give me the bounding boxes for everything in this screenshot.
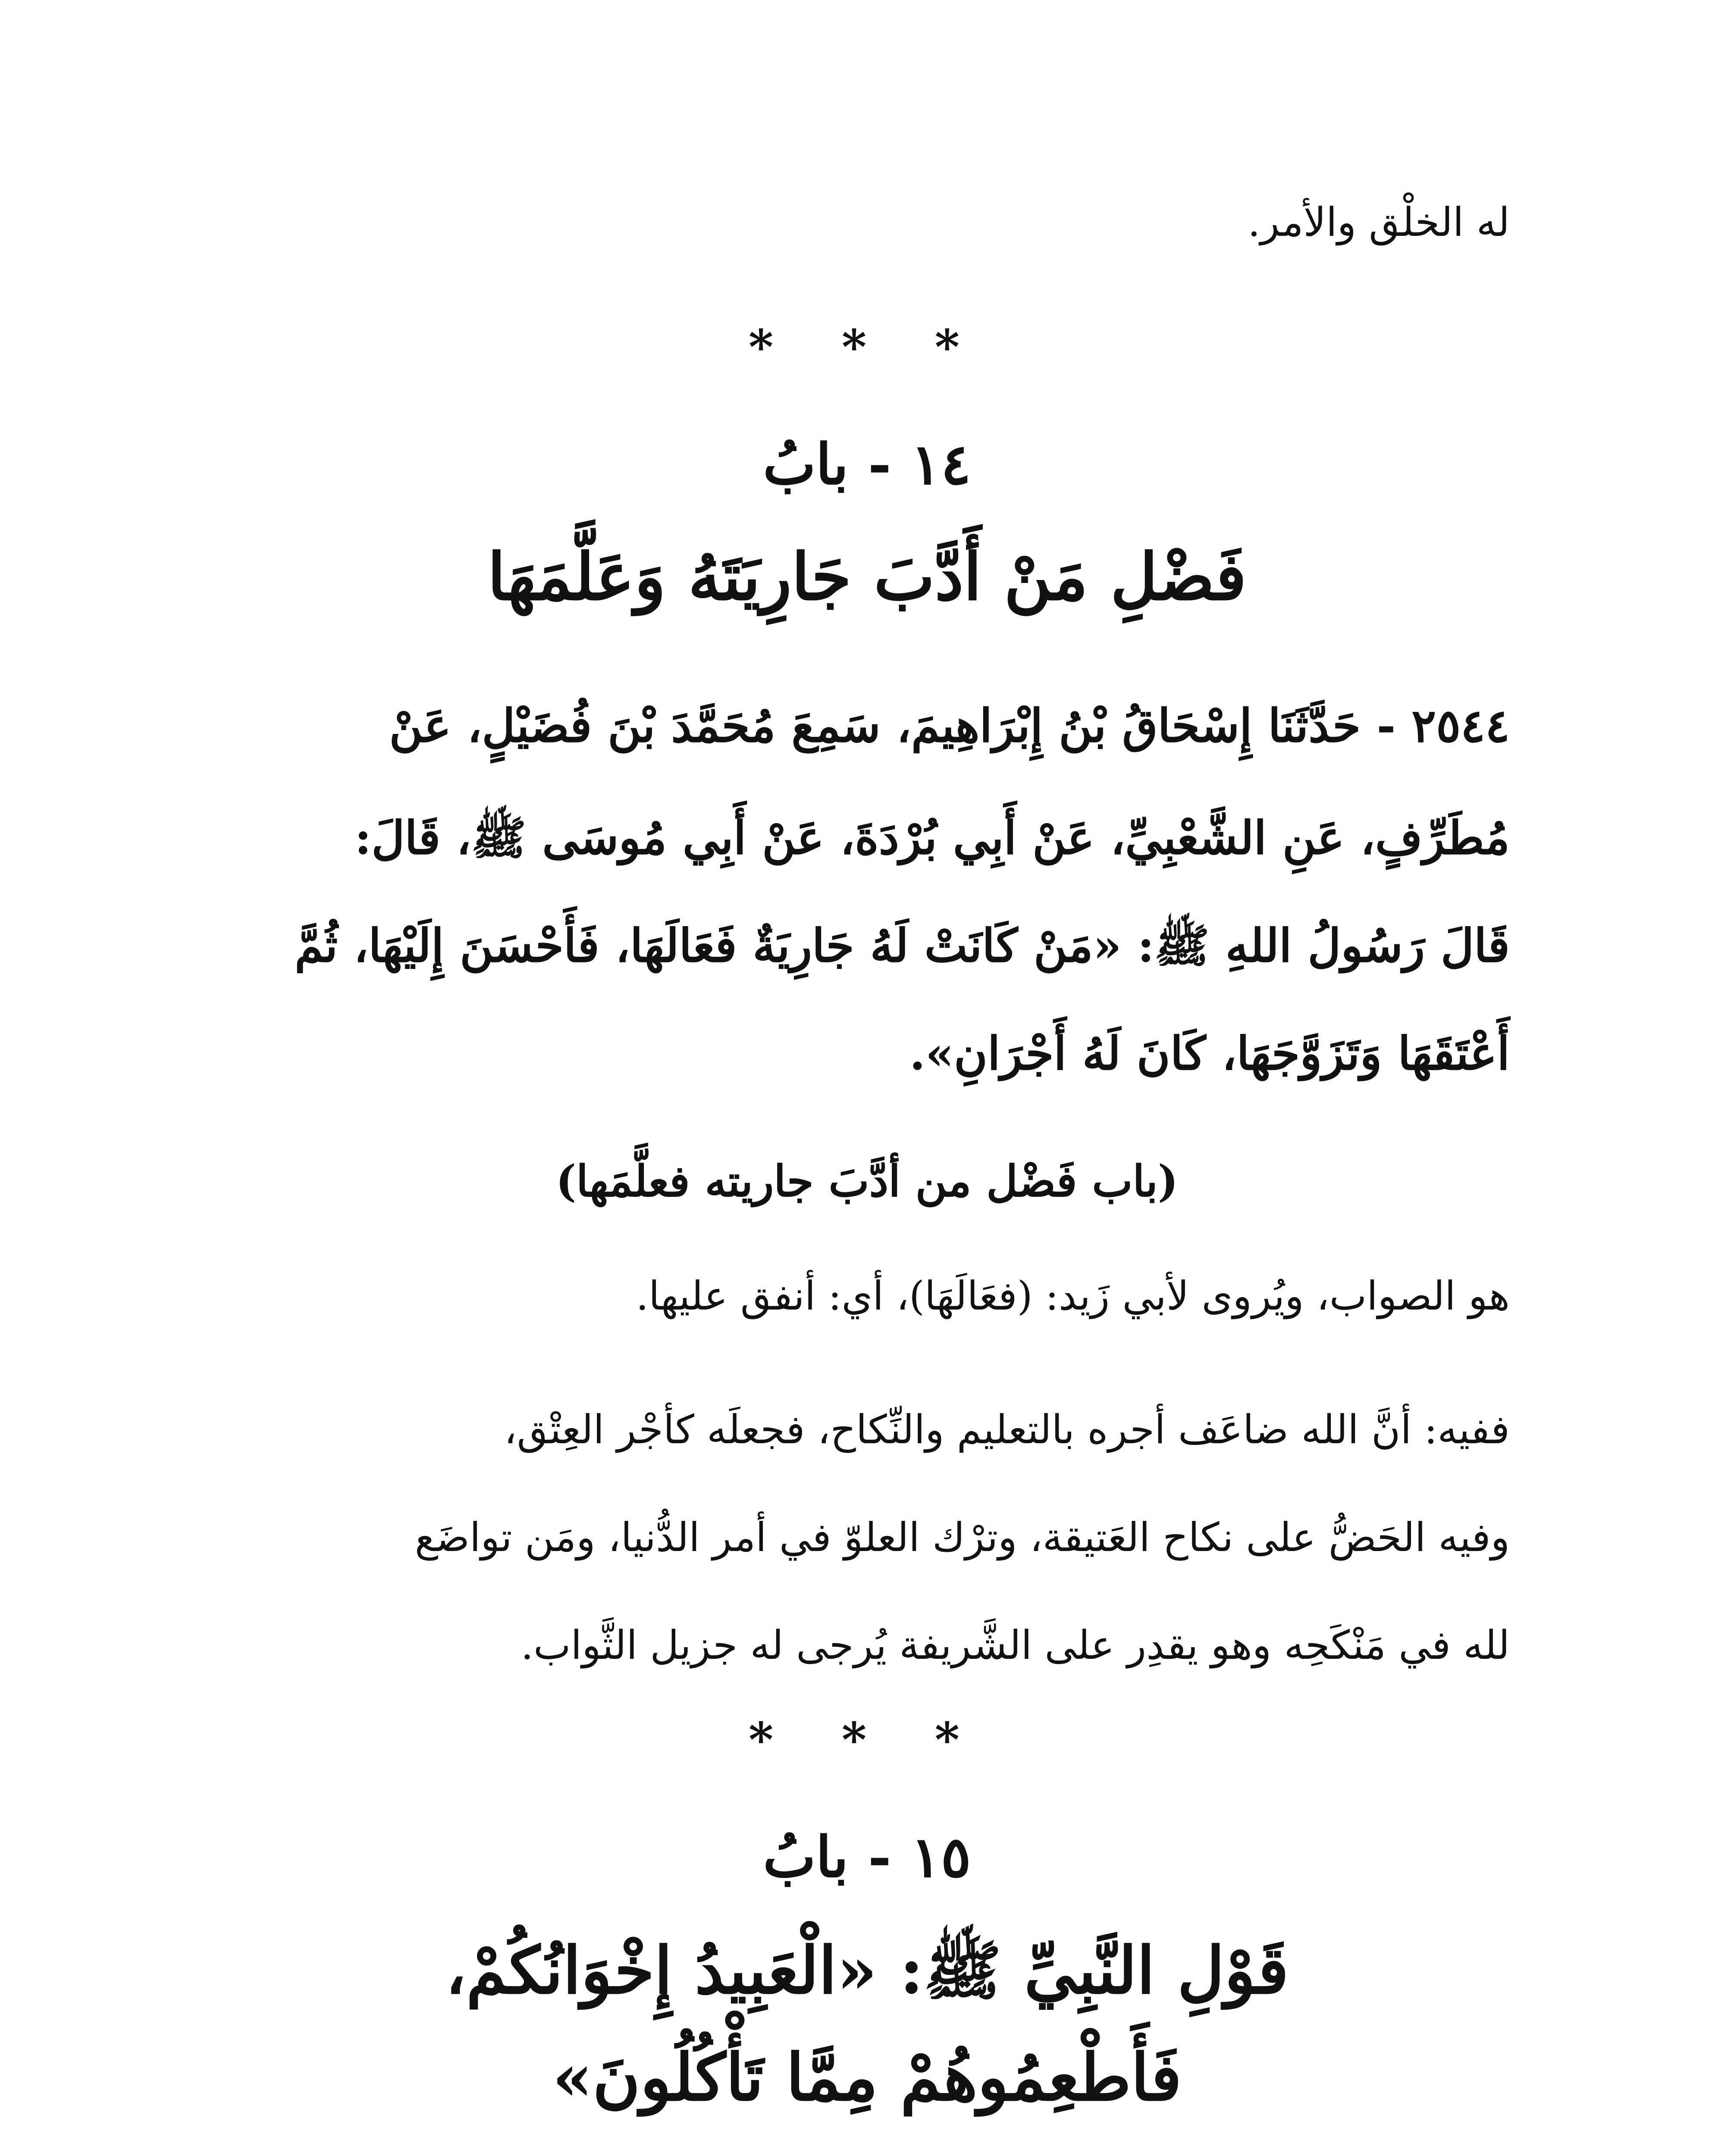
chapter-title: قَوْلِ النَّبِيِّ ﷺ: «الْعَبِيدُ إِخْوَانُكُمْ، <box>445 1933 1289 2009</box>
section-separator: * * * <box>748 1712 986 1767</box>
commentary-line: لله في مَنْكَحِه وهو يقدِر على الشَّريفة يُرجى له جزيل الثَّواب. <box>521 1622 1510 1668</box>
commentary-line: هو الصواب، ويُروى لأبي زَيد: (فعَالَهَا)، أي: أنفق عليها. <box>636 1273 1510 1319</box>
chapter-title: فَأَطْعِمُوهُمْ مِمَّا تَأْكُلُونَ» <box>552 2040 1182 2115</box>
section-separator: * * * <box>748 319 986 375</box>
commentary-heading: (باب فَضْل من أدَّبَ جاريته فعلَّمَها) <box>555 1156 1179 1206</box>
hadith-line: ٢٥٤٤ - حَدَّثَنَا إِسْحَاقُ بْنُ إِبْرَاهِيمَ، سَمِعَ مُحَمَّدَ بْنَ فُضَيْلٍ، عَنْ <box>389 699 1510 752</box>
continuation-line: له الخلْق والأمر. <box>1248 199 1510 245</box>
commentary-line: وفيه الحَضُّ على نكاح العَتيقة، وترْك العلوّ في أمر الدُّنيا، ومَن تواضَع <box>414 1514 1510 1561</box>
hadith-line: أَعْتَقَهَا وَتَزَوَّجَهَا، كَانَ لَهُ أَجْرَانِ». <box>909 1026 1510 1080</box>
chapter-number: ١٤ - بابُ <box>763 431 971 497</box>
commentary-line: ففيه: أنَّ الله ضاعَف أجره بالتعليم والنِّكاح، فجعلَه كأجْر العِتْق، <box>504 1407 1510 1453</box>
chapter-number: ١٥ - بابُ <box>763 1824 971 1890</box>
hadith-line: قَالَ رَسُولُ اللهِ ﷺ: «مَنْ كَانَتْ لَهُ جَارِيَةٌ فَعَالَهَا، فَأَحْسَنَ إِلَيْهَا، ثُمَّ <box>295 918 1510 972</box>
chapter-title: فَضْلِ مَنْ أَدَّبَ جَارِيَتَهُ وَعَلَّمَهَا <box>487 539 1247 615</box>
hadith-line: مُطَرِّفٍ، عَنِ الشَّعْبِيِّ، عَنْ أَبِي بُرْدَةَ، عَنْ أَبِي مُوسَى ﷺ، قَالَ: <box>354 811 1510 865</box>
